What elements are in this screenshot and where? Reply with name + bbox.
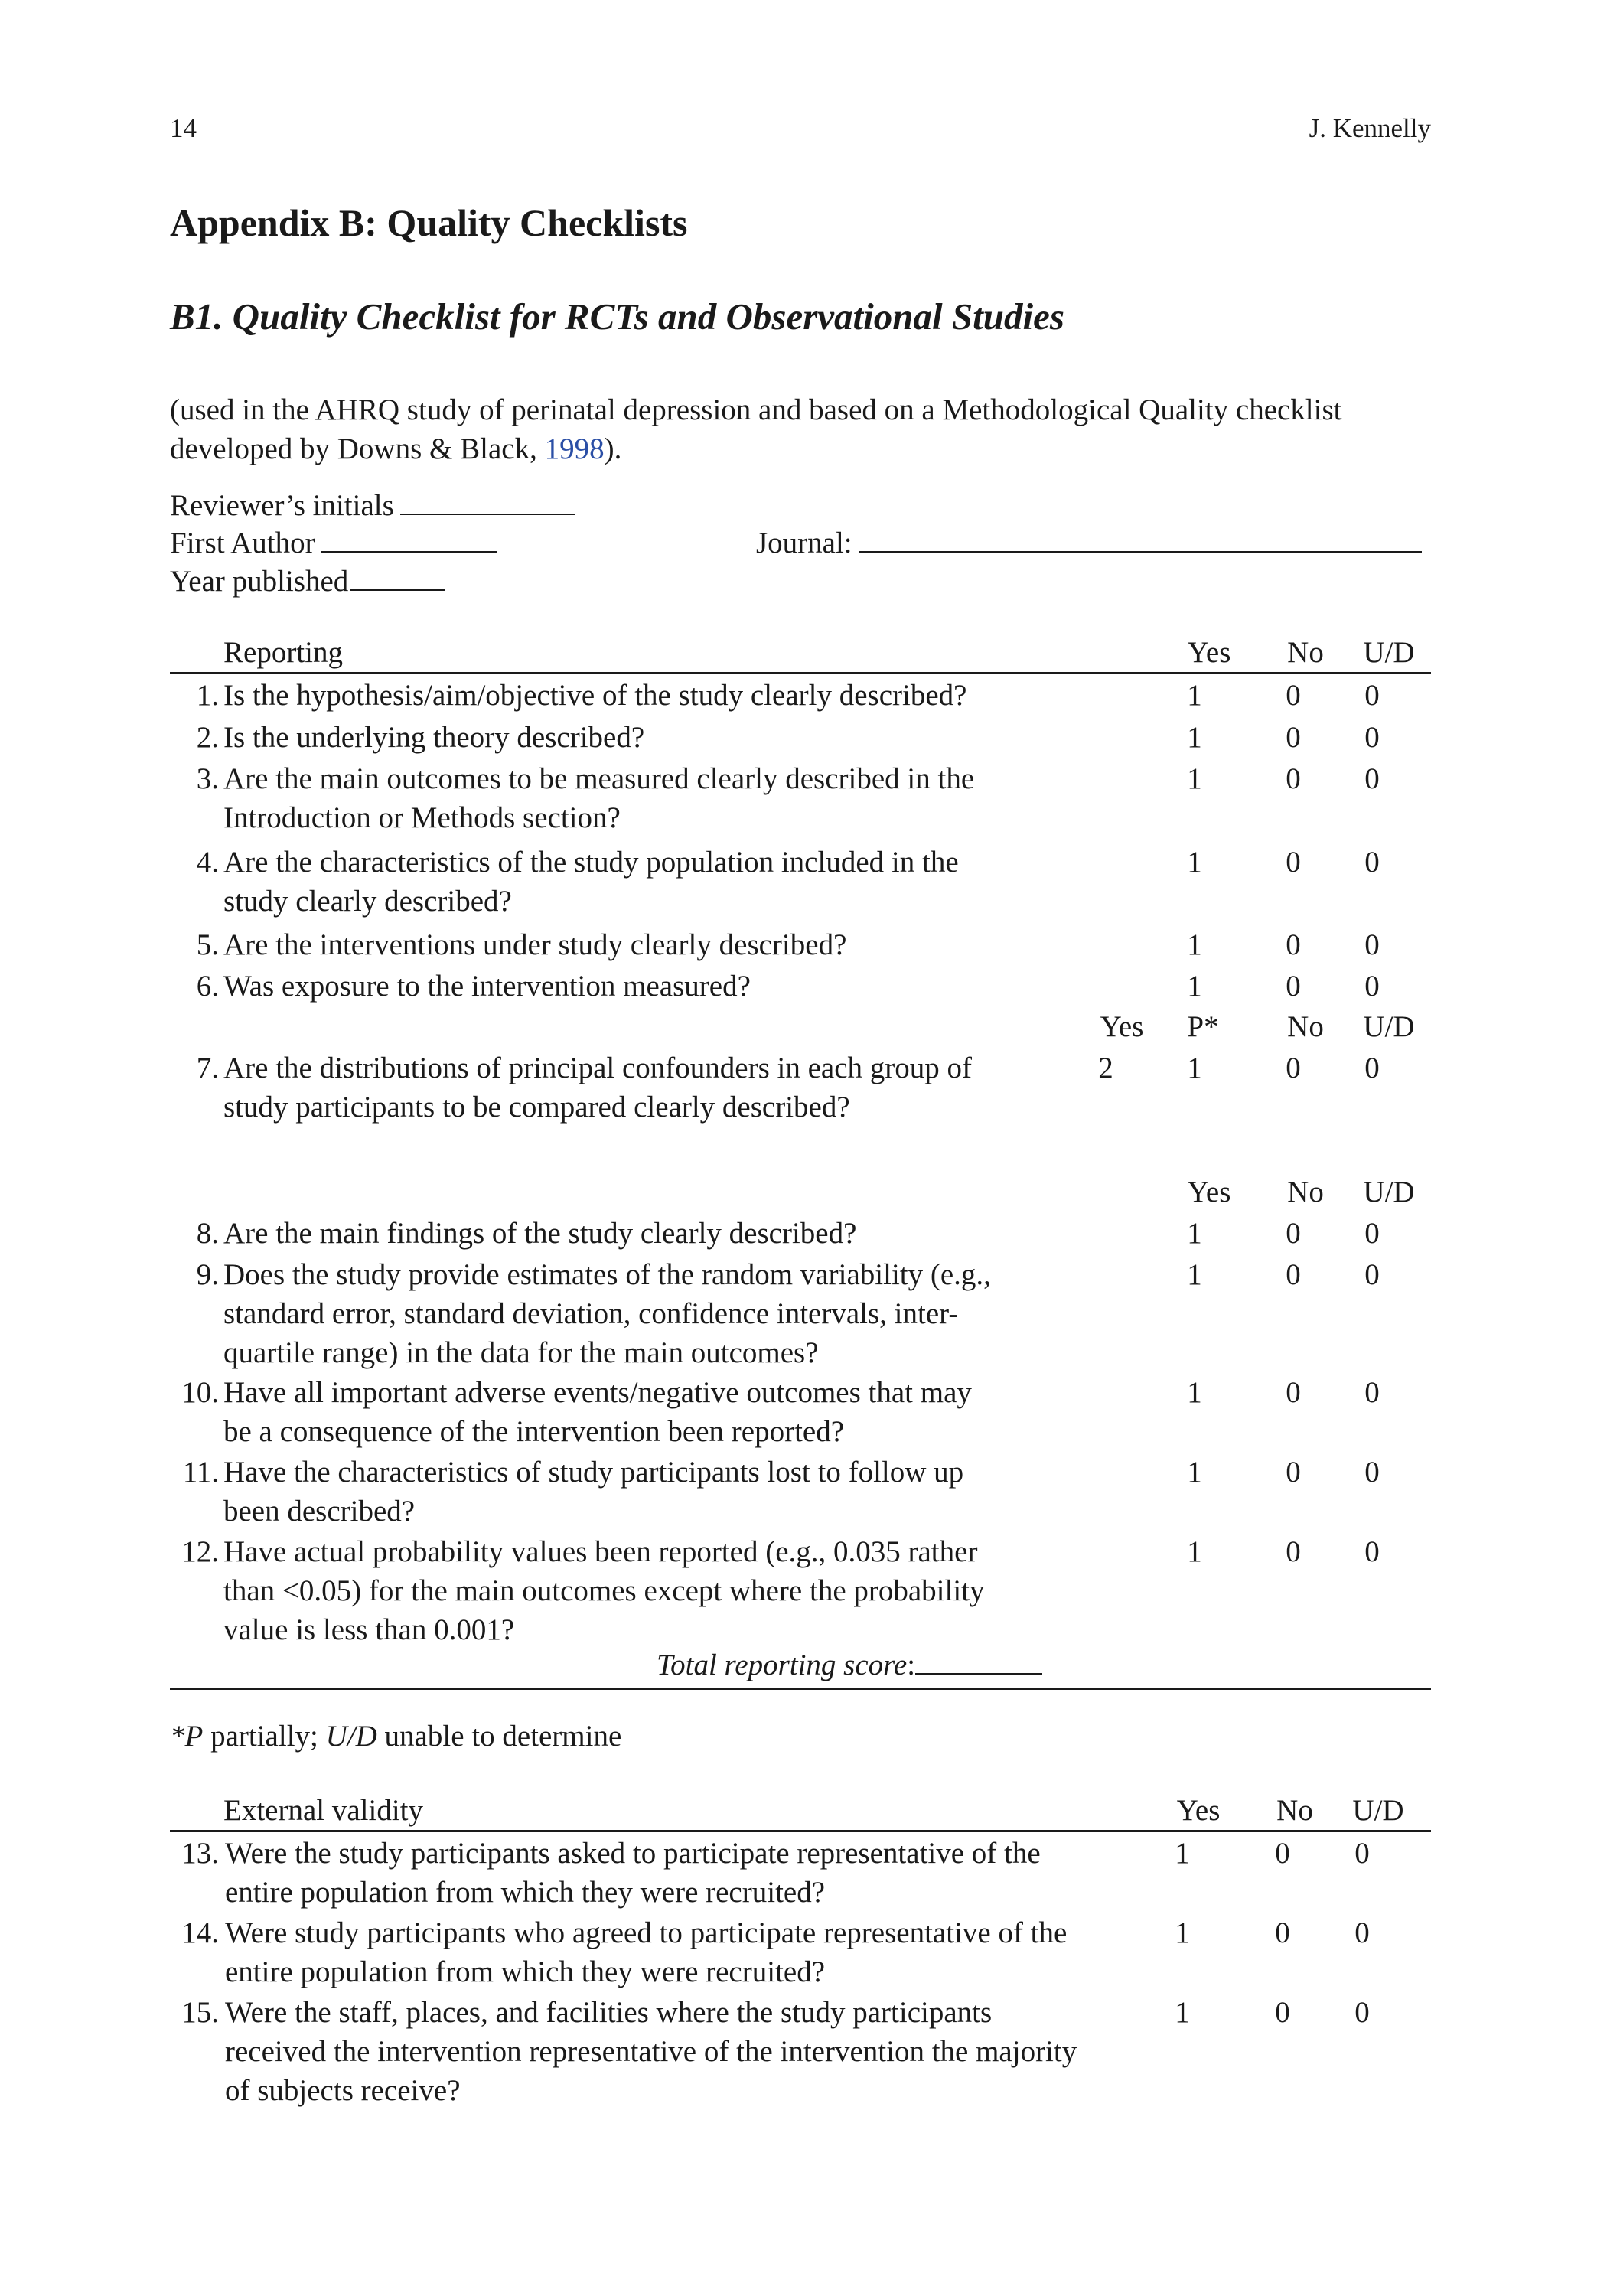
score-ud[interactable]: 0 [1354,1837,1370,1870]
item-number: 4. [196,846,219,879]
score-no[interactable]: 0 [1286,1052,1301,1084]
score-ud[interactable]: 0 [1364,762,1380,795]
item-question [223,1255,1142,1372]
item-question [223,843,1142,921]
year-published-field[interactable] [170,562,445,601]
score-yes[interactable]: 1 [1187,1456,1202,1489]
score-ud[interactable]: 0 [1364,721,1380,754]
item-number: 9. [196,1258,219,1291]
score-ud[interactable]: 0 [1364,1535,1380,1568]
footnote [170,1717,621,1756]
intro-text-end: ). [604,432,622,465]
item-question-line: Is the underlying theory described? [223,721,645,754]
item-question-line: of subjects receive? [225,2074,461,2107]
score-ud[interactable]: 0 [1364,1456,1380,1489]
item-question-line: study participants to be compared clearly described? [223,1091,850,1124]
running-author: J. Kennelly [1309,113,1431,143]
item-number: 1. [196,679,219,712]
item-question [225,1913,1166,1991]
item-question [223,1532,1142,1649]
intro-text: developed by Downs & Black, [170,432,545,465]
score-yes[interactable]: 1 [1187,1376,1202,1409]
score-no[interactable]: 0 [1275,1837,1290,1870]
footnote-p-symbol: *P [170,1720,204,1753]
item-question-line: Was exposure to the intervention measured? [223,970,751,1003]
score-no[interactable]: 0 [1286,1258,1301,1291]
item-question [223,676,1142,715]
score-no[interactable]: 0 [1286,970,1301,1003]
item-question-line: Have the characteristics of study participants lost to follow up [223,1456,964,1489]
reviewer-initials-label: Reviewer’s initials [170,489,394,522]
item-question-line: study clearly described? [223,885,512,918]
score-ud[interactable]: 0 [1364,1217,1380,1250]
reporting-title: Reporting [223,636,343,669]
item-question-line: Are the interventions under study clearly described? [223,928,847,961]
score-ud[interactable]: 0 [1364,1376,1380,1409]
score-no[interactable]: 0 [1286,679,1301,712]
score-yes[interactable]: 1 [1187,679,1202,712]
score-ud[interactable]: 0 [1364,1052,1380,1084]
score-no[interactable]: 0 [1286,1217,1301,1250]
item-question [223,1373,1142,1451]
item-question-line: Have actual probability values been reported (e.g., 0.035 rather [223,1535,978,1568]
score-yes[interactable]: 1 [1187,721,1202,754]
item-question-line: Are the distributions of principal confounders in each group of [223,1052,972,1084]
subheader-yes: Yes [1100,1010,1144,1043]
score-no[interactable]: 0 [1286,1456,1301,1489]
section-title: B1. Quality Checklist for RCTs and Observational Studies [170,295,1064,338]
subheader-no: No [1287,1010,1324,1043]
item-question-line: Is the hypothesis/aim/objective of the study clearly described? [223,679,967,712]
year-published-blank[interactable] [350,563,445,591]
journal-field[interactable] [756,523,1422,563]
col-yes-header: Yes [1187,636,1231,669]
item-question-line: Are the main outcomes to be measured clearly described in the [223,762,975,795]
total-score-label: Total reporting score [657,1649,908,1681]
first-author-label: First Author [170,527,315,559]
item-question [223,1214,1142,1253]
item-question-line: Are the main findings of the study clearly described? [223,1217,857,1250]
item-number: 13. [181,1837,219,1870]
external-header-rule [170,1830,1431,1832]
score-no[interactable]: 0 [1275,1996,1290,2029]
item-question-line: quartile range) in the data for the main outcomes? [223,1336,819,1369]
item-question [223,718,1142,757]
item-number: 14. [181,1916,219,1949]
col-ud-header: U/D [1352,1794,1404,1827]
journal-label: Journal: [756,527,852,559]
journal-blank[interactable] [859,525,1422,553]
score-no[interactable]: 0 [1286,846,1301,879]
col-no-header: No [1287,636,1324,669]
external-validity-title: External validity [223,1794,424,1827]
score-yes[interactable]: 1 [1187,928,1202,961]
score-yes[interactable]: 1 [1187,846,1202,879]
item-question-line: Were the study participants asked to participate representative of the [225,1837,1041,1870]
total-score-blank[interactable] [915,1647,1042,1675]
score-no[interactable]: 0 [1286,928,1301,961]
item-question-line: Does the study provide estimates of the random variability (e.g., [223,1258,991,1291]
intro-line-2 [170,429,621,468]
year-published-label: Year published [170,565,349,598]
item-question-line: been described? [223,1495,416,1528]
reporting-header-rule [170,672,1431,674]
score-no[interactable]: 0 [1286,1376,1301,1409]
subheader-no: No [1287,1176,1324,1208]
score-yes[interactable]: 1 [1175,1916,1190,1949]
score-ud[interactable]: 0 [1364,928,1380,961]
subheader-yes: Yes [1187,1176,1231,1208]
total-reporting-score[interactable] [657,1645,1042,1684]
item-number: 3. [196,762,219,795]
score-yes[interactable]: 1 [1187,1258,1202,1291]
item-number: 7. [196,1052,219,1084]
score-ud[interactable]: 0 [1354,1996,1370,2029]
item-question-line: Have all important adverse events/negative outcomes that may [223,1376,972,1409]
score-yes[interactable]: 1 [1175,1837,1190,1870]
item-number: 2. [196,721,219,754]
footnote-ud-text: unable to determine [376,1720,622,1753]
score-no[interactable]: 0 [1286,1535,1301,1568]
item-number: 5. [196,928,219,961]
footnote-p-text: partially; [203,1720,326,1753]
item-question [225,1834,1166,1912]
score-ud[interactable]: 0 [1364,1258,1380,1291]
item-question-line: Are the characteristics of the study population included in the [223,846,959,879]
score-ud[interactable]: 0 [1354,1916,1370,1949]
score-no[interactable]: 0 [1286,762,1301,795]
subheader-ud: U/D [1363,1010,1415,1043]
score-yes[interactable]: 2 [1098,1052,1113,1084]
score-yes[interactable]: 1 [1175,1996,1190,2029]
page-number: 14 [170,113,197,143]
subheader-ud: U/D [1363,1176,1415,1208]
footnote-ud-symbol: U/D [325,1720,377,1753]
reviewer-initials-field[interactable] [170,486,575,525]
score-yes[interactable]: 1 [1187,1217,1202,1250]
score-yes[interactable]: 1 [1187,762,1202,795]
score-yes[interactable]: 1 [1187,970,1202,1003]
item-question-line: value is less than 0.001? [223,1613,515,1646]
first-author-field[interactable] [170,523,497,563]
total-score-colon: : [907,1649,916,1681]
score-ud[interactable]: 0 [1364,679,1380,712]
item-number: 12. [181,1535,219,1568]
item-question [223,925,1142,964]
reporting-bottom-rule [170,1688,1431,1690]
item-number: 8. [196,1217,219,1250]
col-yes-header: Yes [1176,1794,1221,1827]
col-ud-header: U/D [1363,636,1415,669]
intro-line-1: (used in the AHRQ study of perinatal depression and based on a Methodological Quality checklist [170,393,1342,426]
item-question [223,759,1142,837]
item-question-line: than <0.05) for the main outcomes except where the probability [223,1574,985,1607]
item-number: 10. [181,1376,219,1409]
col-no-header: No [1276,1794,1313,1827]
item-number: 11. [182,1456,219,1489]
appendix-title: Appendix B: Quality Checklists [170,201,688,244]
item-number: 6. [196,970,219,1003]
score-yes[interactable]: 1 [1187,1535,1202,1568]
item-question-line: Introduction or Methods section? [223,801,621,834]
item-question [223,1453,1142,1531]
item-question-line: be a consequence of the intervention been reported? [223,1415,845,1448]
item-question [223,1049,1081,1127]
item-question-line: Were study participants who agreed to participate representative of the [225,1916,1068,1949]
score-partial[interactable]: 1 [1187,1052,1202,1084]
item-question-line: entire population from which they were recruited? [225,1876,826,1909]
reviewer-initials-blank[interactable] [400,488,575,515]
score-no[interactable]: 0 [1275,1916,1290,1949]
score-ud[interactable]: 0 [1364,970,1380,1003]
item-question [225,1993,1166,2110]
citation-link[interactable]: 1998 [544,432,605,465]
score-ud[interactable]: 0 [1364,846,1380,879]
subheader-partial: P* [1187,1010,1219,1043]
item-number: 15. [181,1996,219,2029]
item-question-line: Were the staff, places, and facilities where the study participants [225,1996,993,2029]
first-author-blank[interactable] [321,525,497,553]
item-question-line: standard error, standard deviation, confidence intervals, inter- [223,1297,959,1330]
item-question-line: received the intervention representative of the intervention the majority [225,2035,1077,2068]
item-question-line: entire population from which they were recruited? [225,1955,826,1988]
score-no[interactable]: 0 [1286,721,1301,754]
item-question [223,967,1142,1006]
